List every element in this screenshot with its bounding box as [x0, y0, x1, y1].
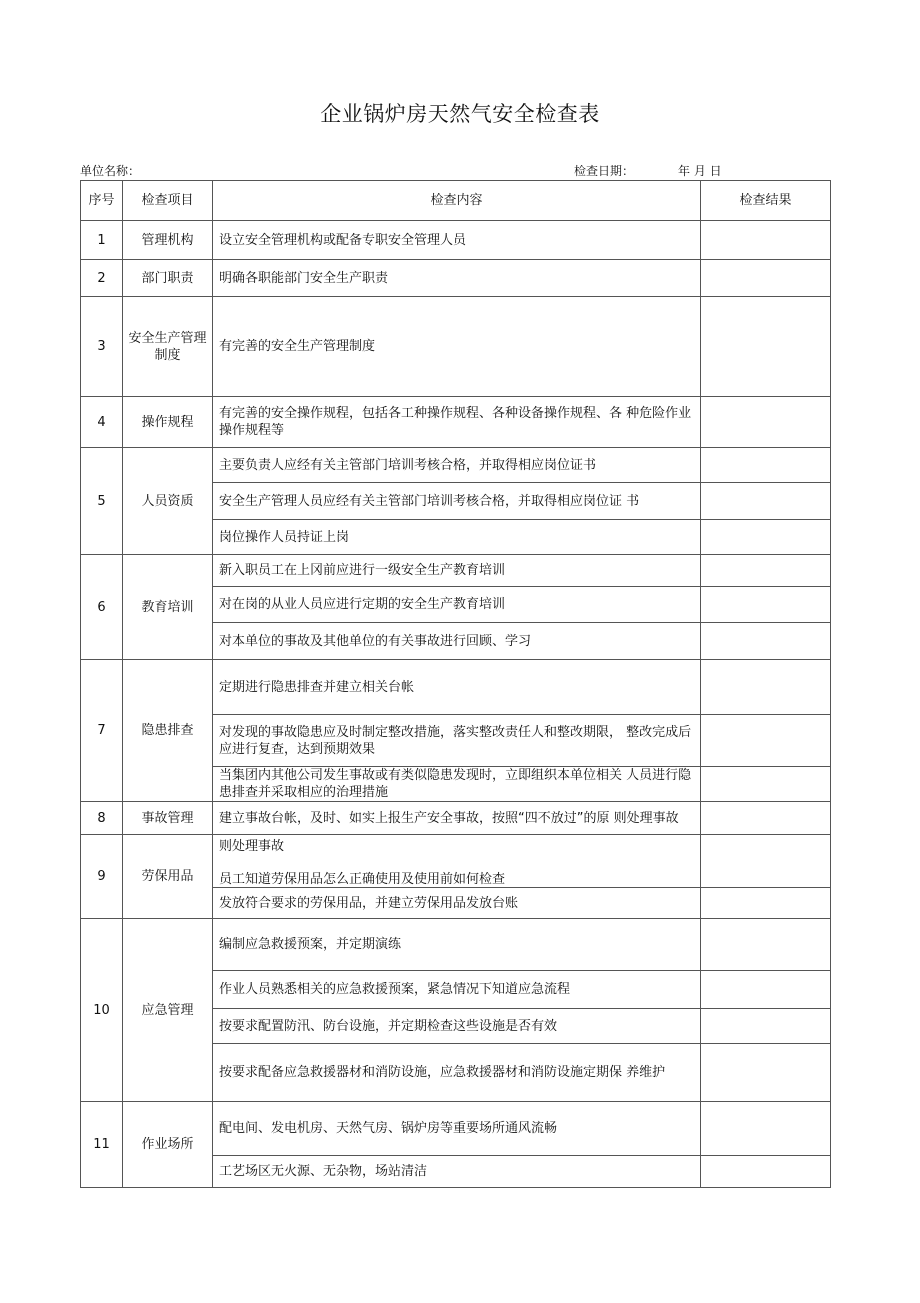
result-cell [701, 221, 831, 260]
inspection-table [80, 180, 831, 1188]
check-content: 安全生产管理人员应经有关主管部门培训考核合格，并取得相应岗位证 书 [213, 483, 701, 520]
check-content: 对发现的事故隐患应及时制定整改措施，落实整改责任人和整改期限， 整改完成后应进行复查，达到预期效果 [213, 715, 701, 767]
result-cell [701, 802, 831, 835]
check-date-field [574, 162, 722, 179]
table-row [81, 397, 831, 448]
header-no: 序号 [81, 181, 123, 221]
result-cell [701, 1009, 831, 1044]
date-placeholder: 年 月 日 [678, 164, 722, 178]
header-result: 检查结果 [701, 181, 831, 221]
table-row [81, 260, 831, 297]
result-cell [701, 971, 831, 1009]
result-cell [701, 448, 831, 483]
check-content [213, 835, 701, 888]
table-row [81, 660, 831, 715]
check-item: 人员资质 [123, 448, 213, 555]
table-row [81, 297, 831, 397]
check-item: 作业场所 [123, 1102, 213, 1188]
row-number: 5 [81, 448, 123, 555]
table-row [81, 221, 831, 260]
result-cell [701, 660, 831, 715]
check-item: 管理机构 [123, 221, 213, 260]
check-content: 编制应急救援预案，并定期演练 [213, 919, 701, 971]
check-content: 当集团内其他公司发生事故或有类似隐患发现时，立即组织本单位相关 人员进行隐患排查并采取相应的治理措施 [213, 767, 701, 802]
check-content: 按要求配置防汛、防台设施，并定期检查这些设施是否有效 [213, 1009, 701, 1044]
check-content: 岗位操作人员持证上岗 [213, 520, 701, 555]
result-cell [701, 767, 831, 802]
check-content: 新入职员工在上冈前应进行一级安全生产教育培训 [213, 555, 701, 587]
check-content: 工艺场区无火源、无杂物，场站清洁 [213, 1156, 701, 1188]
check-content: 设立安全管理机构或配备专职安全管理人员 [213, 221, 701, 260]
table-header-row [81, 181, 831, 221]
result-cell [701, 715, 831, 767]
result-cell [701, 919, 831, 971]
check-item: 操作规程 [123, 397, 213, 448]
result-cell [701, 297, 831, 397]
check-item: 教育培训 [123, 555, 213, 660]
row-number: 4 [81, 397, 123, 448]
result-cell [701, 587, 831, 623]
row-number: 1 [81, 221, 123, 260]
check-item: 应急管理 [123, 919, 213, 1102]
page-title: 企业锅炉房天然气安全检查表 [320, 102, 600, 126]
check-content: 作业人员熟悉相关的应急救援预案，紧急情况下知道应急流程 [213, 971, 701, 1009]
check-content: 对在岗的从业人员应进行定期的安全生产教育培训 [213, 587, 701, 623]
check-content-line: 员工知道劳保用品怎么正确使用及使用前如何检查 [219, 872, 506, 887]
result-cell [701, 888, 831, 919]
check-item: 部门职责 [123, 260, 213, 297]
unit-name-label: 单位名称： [80, 164, 141, 178]
header-item: 检查项目 [123, 181, 213, 221]
check-item: 劳保用品 [123, 835, 213, 919]
result-cell [701, 835, 831, 888]
row-number: 8 [81, 802, 123, 835]
check-content: 有完善的安全生产管理制度 [213, 297, 701, 397]
table-row [81, 835, 831, 888]
check-item: 安全生产管理制度 [123, 297, 213, 397]
check-item: 隐患排查 [123, 660, 213, 802]
row-number: 11 [81, 1102, 123, 1188]
check-date-label: 检查日期： [574, 164, 635, 178]
table-row [81, 448, 831, 483]
check-content-line: 则处理事故 [219, 839, 285, 854]
row-number: 10 [81, 919, 123, 1102]
check-item: 事故管理 [123, 802, 213, 835]
check-content: 发放符合要求的劳保用品，并建立劳保用品发放台账 [213, 888, 701, 919]
check-content: 配电间、发电机房、天然气房、锅炉房等重要场所通风流畅 [213, 1102, 701, 1156]
row-number: 7 [81, 660, 123, 802]
row-number: 2 [81, 260, 123, 297]
table-row [81, 1102, 831, 1156]
result-cell [701, 1156, 831, 1188]
row-number: 9 [81, 835, 123, 919]
check-content: 对本单位的事故及其他单位的有关事故进行回顾、学习 [213, 623, 701, 660]
clipped-content [219, 835, 692, 887]
row-number: 6 [81, 555, 123, 660]
row-number: 3 [81, 297, 123, 397]
check-content: 建立事故台帐，及时、如实上报生产安全事故，按照“四不放过”的原 则处理事故 [213, 802, 701, 835]
result-cell [701, 520, 831, 555]
check-content: 主要负责人应经有关主管部门培训考核合格，并取得相应岗位证书 [213, 448, 701, 483]
check-content: 定期进行隐患排查并建立相关台帐 [213, 660, 701, 715]
result-cell [701, 555, 831, 587]
result-cell [701, 397, 831, 448]
result-cell [701, 1102, 831, 1156]
table-row [81, 555, 831, 587]
result-cell [701, 623, 831, 660]
check-content: 有完善的安全操作规程，包括各工种操作规程、各种设备操作规程、各 种危险作业操作规程等 [213, 397, 701, 448]
result-cell [701, 1044, 831, 1102]
check-content: 明确各职能部门安全生产职责 [213, 260, 701, 297]
table-row [81, 919, 831, 971]
result-cell [701, 260, 831, 297]
table-row [81, 802, 831, 835]
check-content: 按要求配备应急救援器材和消防设施，应急救援器材和消防设施定期保 养维护 [213, 1044, 701, 1102]
header-content: 检查内容 [213, 181, 701, 221]
result-cell [701, 483, 831, 520]
